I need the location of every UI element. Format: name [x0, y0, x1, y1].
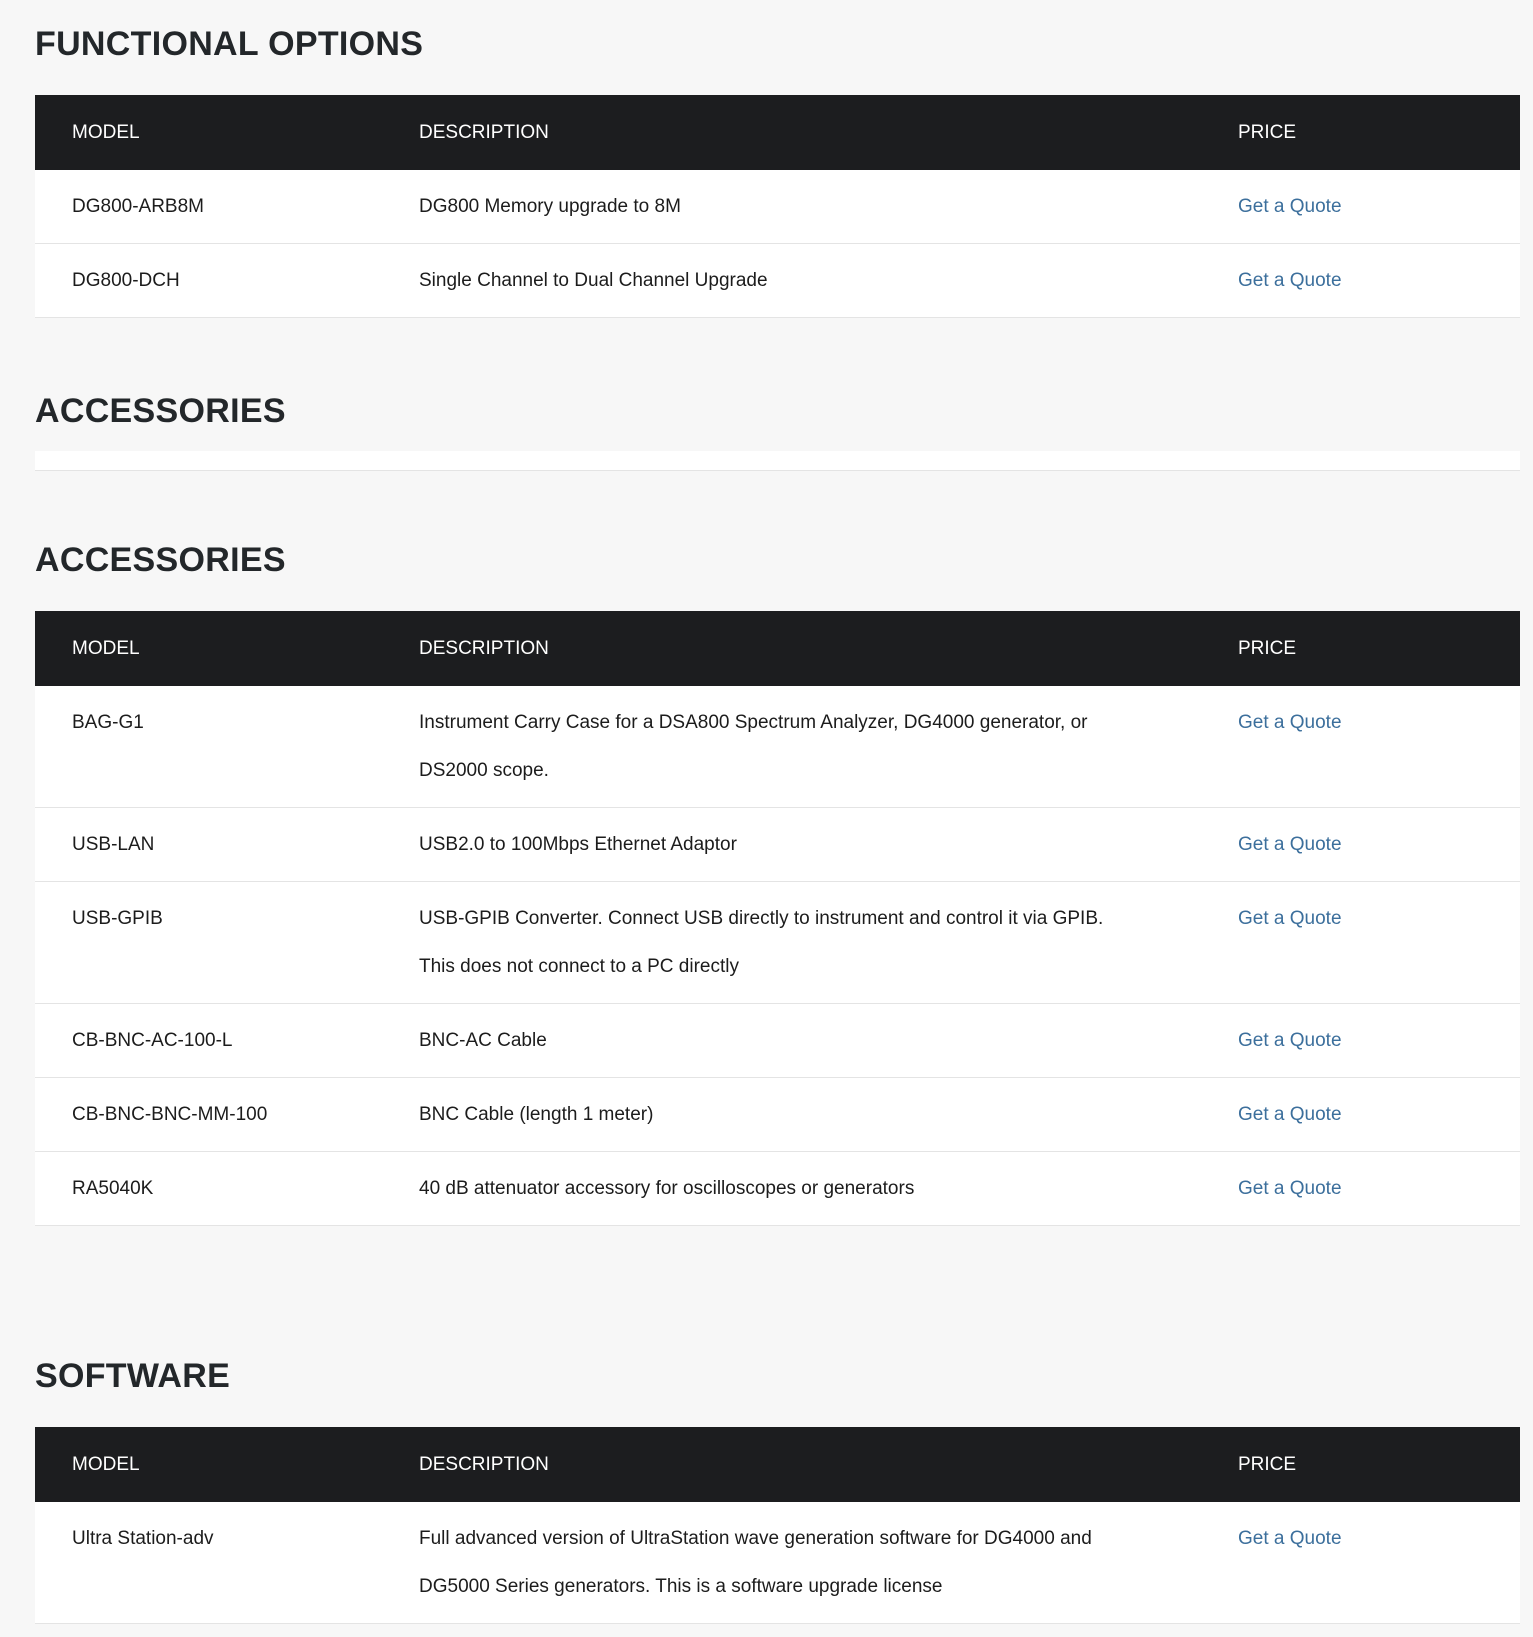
get-a-quote-link[interactable]: Get a Quote	[1238, 908, 1342, 929]
table-row	[35, 808, 1520, 882]
price-cell	[1201, 170, 1520, 244]
get-a-quote-link[interactable]: Get a Quote	[1238, 270, 1342, 291]
model-cell: DG800-ARB8M	[35, 170, 382, 244]
column-header-description: DESCRIPTION	[382, 1427, 1201, 1502]
model-cell: USB-GPIB	[35, 882, 382, 1004]
table-row	[35, 1078, 1520, 1152]
table-header-row	[35, 611, 1520, 686]
column-header-description: DESCRIPTION	[382, 611, 1201, 686]
price-cell	[1201, 1078, 1520, 1152]
column-header-price: PRICE	[1201, 95, 1520, 170]
accessories-table	[35, 611, 1520, 1226]
software-title: SOFTWARE	[35, 1357, 231, 1395]
functional-options-title: FUNCTIONAL OPTIONS	[35, 25, 424, 63]
column-header-price: PRICE	[1201, 1427, 1520, 1502]
software-table	[35, 1427, 1520, 1624]
price-cell	[1201, 1502, 1520, 1624]
price-cell	[1201, 1152, 1520, 1226]
description-cell: BNC-AC Cable	[382, 1004, 1201, 1078]
price-cell	[1201, 686, 1520, 808]
functional-options-table	[35, 95, 1520, 318]
table-row	[35, 1502, 1520, 1624]
column-header-description: DESCRIPTION	[382, 95, 1201, 170]
model-cell: USB-LAN	[35, 808, 382, 882]
description-cell: Instrument Carry Case for a DSA800 Spectrum Analyzer, DG4000 generator, or DS2000 scope.	[382, 686, 1201, 808]
table-header-row	[35, 95, 1520, 170]
column-header-model: MODEL	[35, 95, 382, 170]
model-cell: CB-BNC-AC-100-L	[35, 1004, 382, 1078]
model-cell: BAG-G1	[35, 686, 382, 808]
price-cell	[1201, 808, 1520, 882]
get-a-quote-link[interactable]: Get a Quote	[1238, 1528, 1342, 1549]
get-a-quote-link[interactable]: Get a Quote	[1238, 196, 1342, 217]
get-a-quote-link[interactable]: Get a Quote	[1238, 712, 1342, 733]
model-cell: Ultra Station-adv	[35, 1502, 382, 1624]
description-cell: USB-GPIB Converter. Connect USB directly to instrument and control it via GPIB. This does not connect to a PC directly	[382, 882, 1201, 1004]
price-cell	[1201, 244, 1520, 318]
column-header-price: PRICE	[1201, 611, 1520, 686]
accessories-empty-title: ACCESSORIES	[35, 392, 286, 430]
get-a-quote-link[interactable]: Get a Quote	[1238, 834, 1342, 855]
description-cell: DG800 Memory upgrade to 8M	[382, 170, 1201, 244]
model-cell: CB-BNC-BNC-MM-100	[35, 1078, 382, 1152]
model-cell: RA5040K	[35, 1152, 382, 1226]
table-row	[35, 170, 1520, 244]
description-cell: BNC Cable (length 1 meter)	[382, 1078, 1201, 1152]
get-a-quote-link[interactable]: Get a Quote	[1238, 1104, 1342, 1125]
accessories-title: ACCESSORIES	[35, 541, 286, 579]
empty-table	[35, 451, 1520, 471]
price-cell	[1201, 1004, 1520, 1078]
get-a-quote-link[interactable]: Get a Quote	[1238, 1030, 1342, 1051]
table-row	[35, 882, 1520, 1004]
description-cell: USB2.0 to 100Mbps Ethernet Adaptor	[382, 808, 1201, 882]
model-cell: DG800-DCH	[35, 244, 382, 318]
table-row	[35, 1152, 1520, 1226]
column-header-model: MODEL	[35, 1427, 382, 1502]
table-header-row	[35, 1427, 1520, 1502]
description-cell: Full advanced version of UltraStation wave generation software for DG4000 and DG5000 Series generators. This is a software upgrade license	[382, 1502, 1201, 1624]
table-row	[35, 686, 1520, 808]
description-cell: Single Channel to Dual Channel Upgrade	[382, 244, 1201, 318]
get-a-quote-link[interactable]: Get a Quote	[1238, 1178, 1342, 1199]
description-cell: 40 dB attenuator accessory for oscilloscopes or generators	[382, 1152, 1201, 1226]
table-row	[35, 244, 1520, 318]
table-row	[35, 1004, 1520, 1078]
price-cell	[1201, 882, 1520, 1004]
column-header-model: MODEL	[35, 611, 382, 686]
